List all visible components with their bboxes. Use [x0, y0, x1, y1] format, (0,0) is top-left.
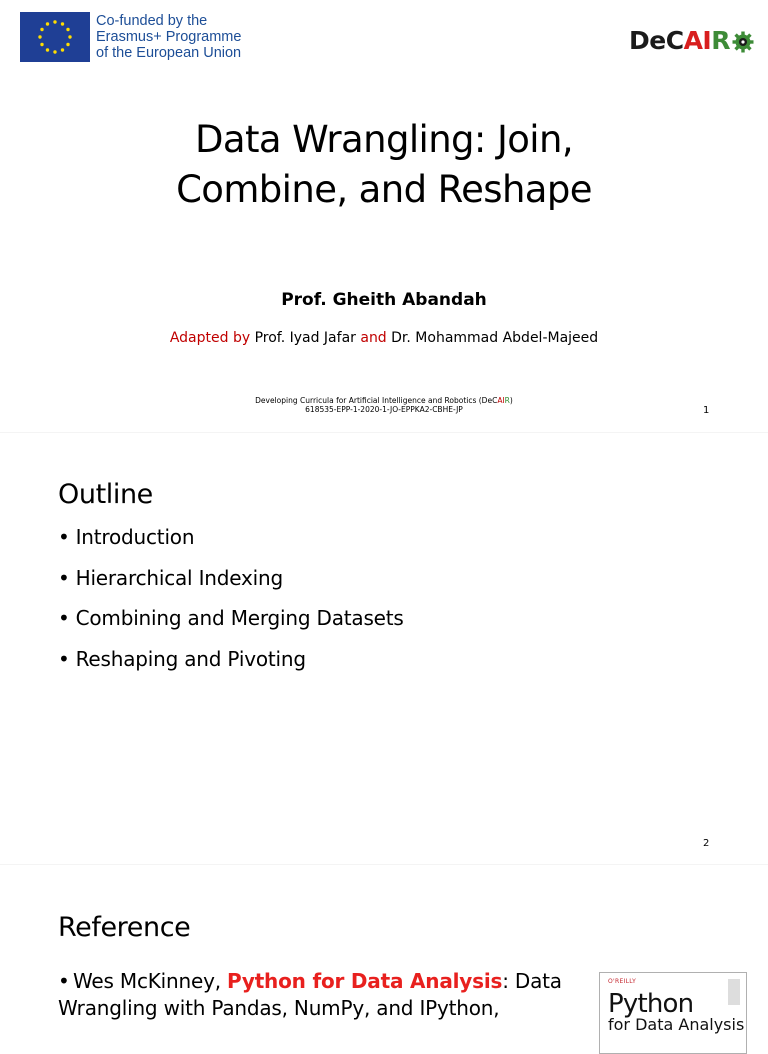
reference-author: Wes McKinney,	[73, 969, 228, 993]
adapted-and: and	[360, 330, 387, 346]
decair-logo	[629, 26, 754, 55]
adapter-2: Dr. Mohammad Abdel-Majeed	[391, 330, 599, 346]
project-code: 618535-EPP-1-2020-1-JO-EPPKA2-CBHE-JP	[305, 405, 463, 414]
adapted-by-line	[0, 330, 768, 346]
page-number: 1	[703, 405, 710, 416]
list-item: • Introduction	[58, 524, 404, 565]
book-cover-image	[599, 972, 747, 1054]
decair-logo-dark: DeC	[629, 26, 684, 55]
erasmus-line-3: of the European Union	[96, 45, 242, 61]
slide-title-heading	[0, 115, 768, 215]
footer-text: Developing Curricula for Artificial Intelligence and Robotics (DeC	[255, 396, 498, 405]
reference-rest: : Data Wrangling with Pandas, NumPy, and IPython,	[58, 969, 562, 1020]
adapted-label: Adapted by	[169, 330, 251, 346]
project-footer	[0, 396, 768, 414]
list-item: • Reshaping and Pivoting	[58, 646, 404, 687]
cover-subtitle: for Data Analysis	[608, 1015, 745, 1034]
eu-flag-icon	[20, 12, 90, 62]
erasmus-line-2: Erasmus+ Programme	[96, 29, 242, 45]
erasmus-line-1: Co-funded by the	[96, 13, 208, 29]
decair-logo-green: R	[711, 26, 730, 55]
slide-outline	[0, 432, 768, 864]
erasmus-logo	[20, 12, 326, 62]
reference-heading: Reference	[58, 912, 191, 943]
author-name: Prof. Gheith Abandah	[281, 290, 487, 310]
slide-reference	[0, 864, 768, 1034]
footer-r: R	[504, 396, 510, 405]
adapter-1: Prof. Iyad Jafar	[254, 330, 356, 346]
footer-close: )	[509, 396, 513, 405]
outline-list	[58, 524, 404, 686]
cover-publisher: O'REILLY	[608, 978, 637, 985]
outline-heading: Outline	[58, 479, 153, 510]
erasmus-text	[96, 13, 241, 61]
cover-edition-badge	[728, 979, 740, 1005]
page-number: 2	[703, 838, 710, 849]
gear-icon	[732, 30, 754, 52]
cover-title: Python	[608, 989, 694, 1019]
list-item: • Combining and Merging Datasets	[58, 605, 404, 646]
title-line-2: Combine, and Reshape	[176, 168, 592, 211]
reference-item	[58, 968, 578, 1022]
decair-logo-red: AI	[683, 26, 712, 55]
reference-book-title: Python for Data Analysis	[227, 969, 503, 993]
list-item: • Hierarchical Indexing	[58, 565, 404, 606]
title-line-1: Data Wrangling: Join,	[194, 118, 573, 161]
slide-title	[0, 0, 768, 432]
footer-ai: AI	[497, 396, 505, 405]
bullet: •	[58, 969, 70, 993]
